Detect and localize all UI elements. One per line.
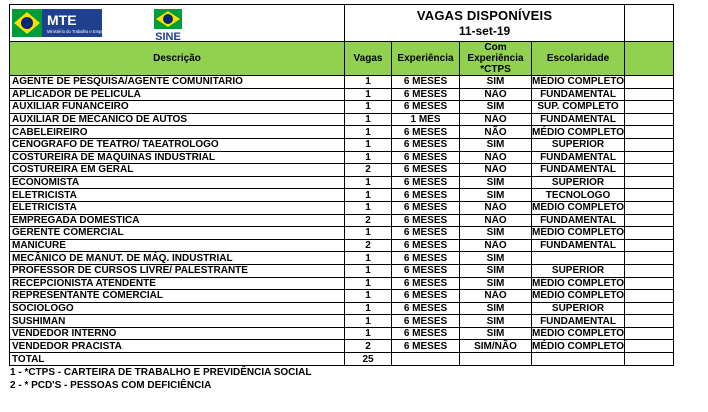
table-row [10, 327, 674, 340]
table-row [10, 88, 674, 101]
header-vagas: Vagas [345, 42, 392, 76]
mte-logo-text: MTE [47, 12, 77, 28]
cell-empty [625, 239, 674, 252]
cell-ctps: NÃO [460, 164, 532, 177]
cell-descricao: MANICURE [10, 239, 345, 252]
cell-descricao: GERENTE COMERCIAL [10, 227, 345, 240]
cell-vagas: 1 [345, 277, 392, 290]
cell-vagas: 1 [345, 151, 392, 164]
cell-empty [625, 327, 674, 340]
cell-empty [625, 264, 674, 277]
cell-experiencia: 6 MESES [392, 340, 460, 353]
cell-empty [625, 227, 674, 240]
cell-empty [625, 126, 674, 139]
table-row [10, 239, 674, 252]
cell-experiencia: 6 MESES [392, 239, 460, 252]
cell-ctps: SIM [460, 138, 532, 151]
cell-experiencia: 6 MESES [392, 76, 460, 89]
cell-experiencia: 6 MESES [392, 252, 460, 265]
cell-experiencia: 6 MESES [392, 88, 460, 101]
cell-ctps: SIM [460, 76, 532, 89]
header-escolaridade: Escolaridade [532, 42, 625, 76]
cell-vagas: 1 [345, 302, 392, 315]
cell-empty [392, 353, 460, 366]
cell-empty [625, 189, 674, 202]
cell-escolaridade: MÉDIO COMPLETO [532, 202, 625, 214]
cell-ctps: SIM [460, 189, 532, 202]
cell-descricao: PROFESSOR DE CURSOS LIVRE/ PALESTRANTE [10, 264, 345, 277]
table-row [10, 290, 674, 303]
cell-vagas: 1 [345, 176, 392, 189]
cell-vagas: 2 [345, 164, 392, 177]
cell-escolaridade: MÉDIO COMPLETO [532, 126, 625, 138]
cell-descricao: APLICADOR DE PELICULA [10, 88, 345, 101]
cell-descricao: ELETRICISTA [10, 189, 345, 202]
table-row [10, 252, 674, 265]
cell-vagas: 1 [345, 138, 392, 151]
cell-descricao: CENOGRAFO DE TEATRO/ TAEATROLOGO [10, 138, 345, 151]
footnote-pcd: 2 - * PCD'S - PESSOAS COM DEFICIÊNCIA [10, 380, 212, 391]
cell-ctps: SIM [460, 277, 532, 290]
cell-escolaridade: MÉDIO COMPLETO [532, 227, 625, 239]
cell-descricao: EMPREGADA DOMÉSTICA [10, 214, 345, 227]
table-row [10, 164, 674, 177]
cell-descricao: AUXILIAR FUNANCEIRO [10, 101, 345, 114]
cell-escolaridade: FUNDAMENTAL [532, 214, 625, 227]
cell-empty [625, 113, 674, 126]
cell-escolaridade: FUNDAMENTAL [532, 88, 625, 101]
page-date: 11-set-19 [458, 23, 511, 38]
mte-logo-subtext: Ministério do Trabalho e Emprego [47, 29, 110, 34]
table-row [10, 76, 674, 89]
cell-escolaridade: FUNDAMENTAL [532, 239, 625, 252]
cell-escolaridade: FUNDAMENTAL [532, 113, 625, 126]
title-area [345, 5, 625, 42]
cell-ctps: SIM [460, 252, 532, 265]
cell-vagas: 2 [345, 340, 392, 353]
header-experiencia: Experiência [392, 42, 460, 76]
table-row [10, 126, 674, 139]
cell-descricao: REPRESENTANTE COMERCIAL [10, 290, 345, 303]
cell-experiencia: 6 MESES [392, 201, 460, 214]
cell-escolaridade [532, 252, 625, 265]
cell-escolaridade: MÉDIO COMPLETO [532, 328, 625, 340]
cell-ctps: SIM [460, 315, 532, 328]
cell-empty [625, 151, 674, 164]
table-row [10, 113, 674, 126]
cell-escolaridade: FUNDAMENTAL [532, 315, 625, 328]
cell-vagas: 1 [345, 189, 392, 202]
table-row [10, 214, 674, 227]
total-label: TOTAL [10, 353, 345, 366]
cell-escolaridade: MÉDIO COMPLETO [532, 290, 625, 302]
sine-logo [144, 7, 192, 43]
cell-experiencia: 1 MÊS [392, 113, 460, 126]
cell-descricao: CABELEIREIRO [10, 126, 345, 139]
cell-empty [625, 290, 674, 303]
cell-experiencia: 6 MESES [392, 302, 460, 315]
cell-escolaridade: SUPERIOR [532, 138, 625, 151]
logo-area [10, 5, 345, 42]
cell-vagas: 1 [345, 252, 392, 265]
cell-empty [625, 138, 674, 151]
cell-ctps: NÃO [460, 113, 532, 126]
cell-escolaridade: SUPERIOR [532, 176, 625, 189]
header-empty [625, 42, 674, 76]
cell-empty [625, 88, 674, 101]
cell-experiencia: 6 MESES [392, 176, 460, 189]
cell-escolaridade: FUNDAMENTAL [532, 164, 625, 177]
table-row [10, 227, 674, 240]
cell-descricao: COSTUREIRA DE MAQUINAS INDUSTRIAL [10, 151, 345, 164]
cell-experiencia: 6 MESES [392, 126, 460, 139]
table-header [10, 42, 674, 76]
cell-descricao: AGENTE DE PESQUISA/AGENTE COMUNITARIO [10, 76, 345, 89]
table-row [10, 101, 674, 114]
cell-escolaridade: SUP. COMPLETO [532, 101, 625, 114]
cell-ctps: NÃO [460, 126, 532, 139]
cell-empty [625, 76, 674, 89]
cell-descricao: ECONOMISTA [10, 176, 345, 189]
sine-logo-text: SINE [155, 31, 181, 43]
table-row [10, 264, 674, 277]
cell-empty [625, 353, 674, 366]
cell-escolaridade: MÉDIO COMPLETO [532, 76, 625, 88]
cell-experiencia: 6 MESES [392, 189, 460, 202]
table-row [10, 201, 674, 214]
cell-experiencia: 6 MESES [392, 164, 460, 177]
cell-descricao: MECÂNICO DE MANUT. DE MÁQ. INDUSTRIAL [10, 252, 345, 265]
cell-descricao: AUXILIAR DE MECANICO DE AUTOS [10, 113, 345, 126]
cell-descricao: RECEPCIONISTA ATENDENTE [10, 277, 345, 290]
cell-vagas: 1 [345, 315, 392, 328]
cell-descricao: VENDEDOR INTERNO [10, 327, 345, 340]
cell-escolaridade: TECNOLOGO [532, 189, 625, 202]
cell-ctps: SIM [460, 176, 532, 189]
cell-experiencia: 6 MESES [392, 138, 460, 151]
table-row [10, 189, 674, 202]
table-row [10, 302, 674, 315]
cell-descricao: VENDEDOR PRACISTA [10, 340, 345, 353]
cell-escolaridade: SUPERIOR [532, 264, 625, 277]
table-row [10, 138, 674, 151]
cell-empty [625, 302, 674, 315]
cell-vagas: 1 [345, 327, 392, 340]
cell-ctps: SIM [460, 302, 532, 315]
cell-escolaridade: FUNDAMENTAL [532, 151, 625, 164]
cell-descricao: ELETRICISTA [10, 201, 345, 214]
footnote-ctps: 1 - *CTPS - CARTEIRA DE TRABALHO E PREVIDÊNCIA SOCIAL [10, 367, 312, 378]
cell-empty [625, 315, 674, 328]
cell-ctps: NÃO [460, 239, 532, 252]
cell-ctps: NÃO [460, 201, 532, 214]
cell-empty [625, 164, 674, 177]
cell-experiencia: 6 MESES [392, 315, 460, 328]
total-vagas: 25 [345, 353, 392, 366]
cell-empty [625, 101, 674, 114]
cell-descricao: COSTUREIRA EM GERAL [10, 164, 345, 177]
table-row [10, 277, 674, 290]
cell-vagas: 1 [345, 88, 392, 101]
table-row [10, 340, 674, 353]
cell-empty [625, 176, 674, 189]
cell-empty [625, 252, 674, 265]
cell-descricao: SUSHIMAN [10, 315, 345, 328]
cell-descricao: SOCIOLOGO [10, 302, 345, 315]
cell-experiencia: 6 MESES [392, 327, 460, 340]
vacancies-table [9, 4, 674, 366]
cell-ctps: SIM/NÃO [460, 340, 532, 353]
cell-empty [532, 353, 625, 366]
mte-logo [12, 9, 110, 37]
cell-ctps: NÃO [460, 88, 532, 101]
page-title: VAGAS DISPONÍVEIS [416, 7, 553, 23]
header-descricao: Descrição [10, 42, 345, 76]
cell-ctps: SIM [460, 227, 532, 240]
cell-empty [460, 353, 532, 366]
cell-experiencia: 6 MESES [392, 264, 460, 277]
cell-experiencia: 6 MESES [392, 214, 460, 227]
cell-empty [625, 277, 674, 290]
cell-ctps: NÃO [460, 290, 532, 303]
cell-experiencia: 6 MESES [392, 290, 460, 303]
empty-cell [625, 5, 674, 42]
table-row [10, 151, 674, 164]
cell-ctps: NÃO [460, 214, 532, 227]
cell-vagas: 2 [345, 239, 392, 252]
cell-experiencia: 6 MESES [392, 151, 460, 164]
cell-experiencia: 6 MESES [392, 277, 460, 290]
cell-vagas: 1 [345, 264, 392, 277]
header-com-experiencia: Com Experiência *CTPS [460, 42, 532, 76]
cell-vagas: 1 [345, 201, 392, 214]
cell-experiencia: 6 MESES [392, 227, 460, 240]
cell-escolaridade: SUPERIOR [532, 302, 625, 315]
total-row [10, 353, 674, 366]
cell-empty [625, 201, 674, 214]
table-row [10, 315, 674, 328]
cell-empty [625, 340, 674, 353]
cell-ctps: SIM [460, 101, 532, 114]
cell-vagas: 1 [345, 126, 392, 139]
cell-vagas: 1 [345, 76, 392, 89]
cell-ctps: NÃO [460, 151, 532, 164]
cell-ctps: SIM [460, 264, 532, 277]
cell-ctps: SIM [460, 327, 532, 340]
table-row [10, 176, 674, 189]
cell-vagas: 1 [345, 101, 392, 114]
cell-experiencia: 6 MESES [392, 101, 460, 114]
cell-vagas: 1 [345, 227, 392, 240]
cell-vagas: 2 [345, 214, 392, 227]
cell-vagas: 1 [345, 290, 392, 303]
cell-escolaridade: MÉDIO COMPLETO [532, 340, 625, 352]
cell-empty [625, 214, 674, 227]
cell-escolaridade: MÉDIO COMPLETO [532, 277, 625, 289]
cell-vagas: 1 [345, 113, 392, 126]
